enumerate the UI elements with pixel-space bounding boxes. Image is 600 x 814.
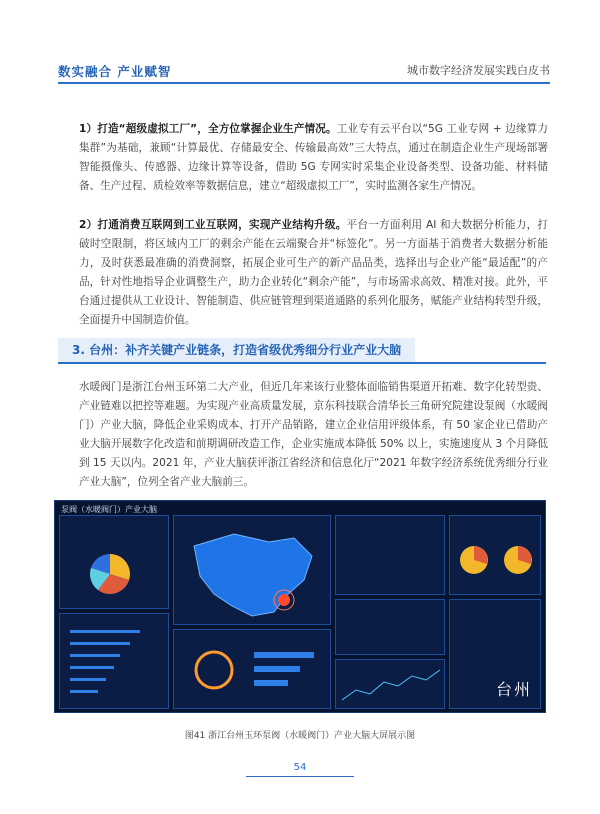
pie-chart-graphic [60,516,170,610]
paragraph-1-body: 工业专有云平台以“5G 工业专网 + 边缘算力集群”为基础，兼顾“计算最优、存储最安全、传输最高效”三大特点，通过在制造企业生产现场部署智能摄像头、传感器、边缘计算等设备，借助 5G 专网实时采集企业设备类型、设备功能、材料储备、生产过程、质检效率等数据信息，建立“超级虚拟工厂”，实时监测各家生产情况。 [79,123,548,192]
header-rule [58,82,550,84]
paragraph-2 [58,216,548,330]
twin-pie-graphic [450,516,542,596]
footer-rule [246,776,354,777]
header-right-title: 城市数字经济发展实践白皮书 [407,64,550,77]
paragraph-2-body: 平台一方面利用 AI 和大数据分析能力，打破时空限制，将区域内工厂的剩余产能在云端聚合并“标签化”。另一方面基于消费者大数据分析能力，及时获悉最准确的消费洞察，拓展企业可生产的新产品品类，选择出与企业产能“最适配”的产品，针对性地指导企业调整生产，助力企业转化“剩余产能”，与市场需求高效、精准对接。此外，平台通过提供从工业设计、智能制造、供应链管理到渠道通路的系列化服务，赋能产业结构转型升级，全面提升中国制造价值。 [79,219,549,326]
line-chart-graphic [336,660,446,710]
paragraph-1 [58,120,548,196]
dashboard-city-label: 台州 [495,680,532,699]
dashboard-panel-far-right-bottom [449,599,541,709]
dashboard-panel-left-bottom [59,613,169,709]
dashboard-panel-far-right-top [449,515,541,595]
dashboard-panel-right-center-mid [335,599,445,655]
dashboard-title: 泵阀（水暖阀门）产业大脑 [61,505,157,514]
page-number: 54 [293,762,307,773]
figure-caption: 图41 浙江台州玉环泵阀（水暖阀门）产业大脑大屏展示图 [184,731,416,741]
paragraph-3 [58,378,548,492]
dashboard-panel-center-bottom [173,629,331,709]
paragraph-1-lead: 1）打造“超级虚拟工厂”，全方位掌握企业生产情况。 [79,123,337,135]
gauge-graphic [174,630,332,710]
paragraph-2-lead: 2）打通消费互联网到工业互联网，实现产业结构升级。 [79,219,347,231]
dashboard-panel-left-top [59,515,169,609]
dashboard-image [54,500,546,713]
dashboard-panel-right-center-top [335,515,445,595]
section-heading [58,338,546,364]
bar-list-graphic [60,614,170,710]
dashboard-map-panel [173,515,331,625]
zhejiang-map-graphic [174,516,332,626]
dashboard-panel-right-center-bottom [335,659,445,709]
paragraph-3-body: 水暖阀门是浙江台州玉环第二大产业，但近几年来该行业整体面临销售渠道开拓难、数字化转型贵、产业链难以把控等难题。为实现产业高质量发展，京东科技联合清华长三角研究院建设泵阀（水暖阀门）产业大脑，降低企业采购成本、打开产品销路，建立企业信用评级体系，有 50 家企业已借助产业大脑开展数字化改造和前期调研改造工作，企业实施成本降低 50% 以上，实施速度从 3 个月降低到 15 天以内。2021 年，产业大脑获评浙江省经济和信息化厅“2021 年数字经济系统优秀细分行业产业大脑”，位列全省产业大脑前三。 [79,381,548,488]
section-heading-text: 3. 台州：补齐关键产业链条，打造省级优秀细分行业产业大脑 [58,338,415,362]
header-left-title: 数实融合 产业赋智 [58,64,172,79]
